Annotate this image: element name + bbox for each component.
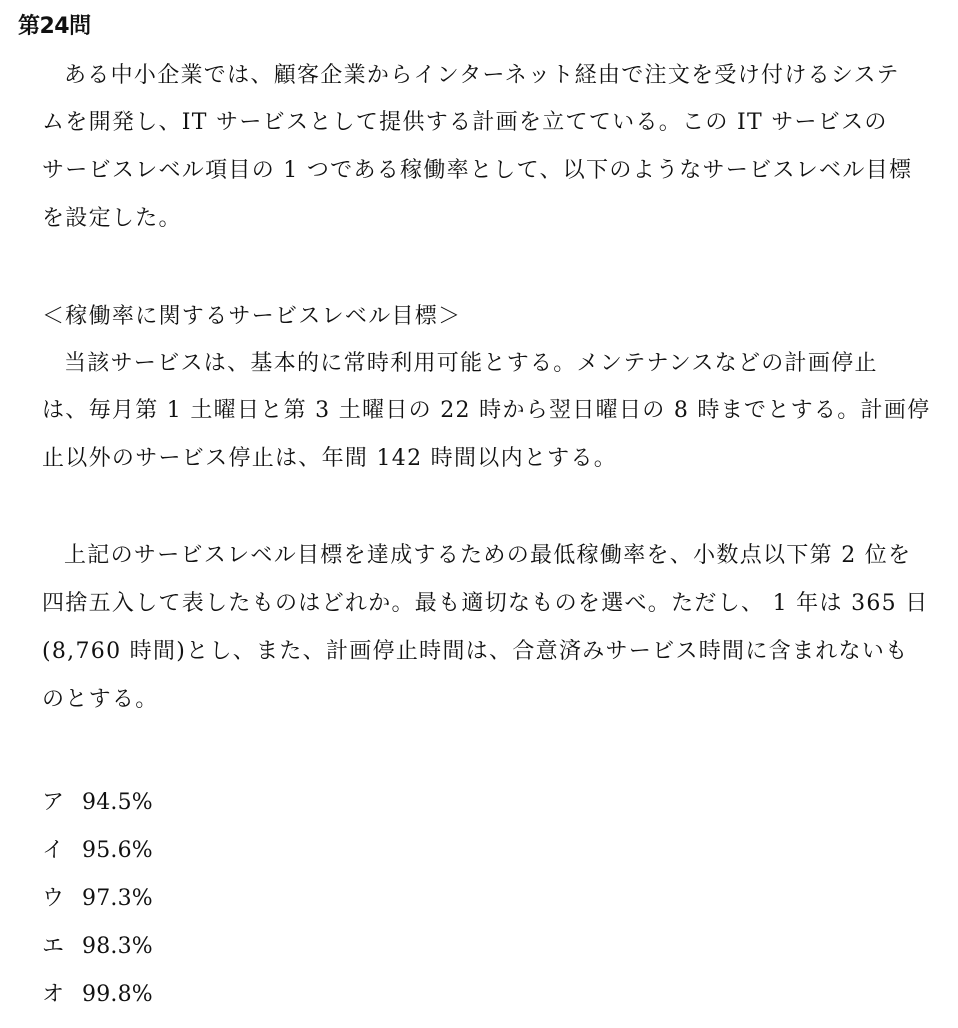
choice-label: ア (42, 790, 65, 815)
intro-line: ある中小企業では、顧客企業からインターネット経由で注文を受け付けるシステ (64, 63, 900, 88)
service-level-target-heading: ＜稼働率に関するサービスレベル目標＞ (42, 304, 462, 329)
choice-label: オ (42, 982, 65, 1007)
service-level-target-line: 止以外のサービス停止は、年間 142 時間以内とする。 (42, 446, 618, 471)
choice-i[interactable] (42, 836, 292, 884)
service-level-target-line: は、毎月第 1 土曜日と第 3 土曜日の 22 時から翌日曜日の 8 時までとする。計画停 (42, 398, 931, 423)
question-number: 第24問 (18, 14, 91, 39)
service-level-target-line: 当該サービスは、基本的に常時利用可能とする。メンテナンスなどの計画停止 (64, 351, 878, 376)
choice-label: エ (42, 934, 65, 959)
choice-value: 94.5% (82, 790, 153, 815)
choice-o[interactable] (42, 980, 292, 1028)
choice-a[interactable] (42, 788, 292, 836)
question-line: (8,760 時間)とし、また、計画停止時間は、合意済みサービス時間に含まれないも (42, 639, 909, 664)
choice-label: イ (42, 838, 65, 863)
intro-line: ムを開発し、IT サービスとして提供する計画を立てている。この IT サービスの (42, 110, 888, 135)
choice-u[interactable] (42, 884, 292, 932)
intro-line: を設定した。 (42, 206, 182, 231)
choice-label: ウ (42, 886, 65, 911)
question-line: 上記のサービスレベル目標を達成するための最低稼働率を、小数点以下第 2 位を (64, 543, 912, 568)
choice-value: 99.8% (82, 982, 153, 1007)
choice-value: 97.3% (82, 886, 153, 911)
answer-choices (42, 788, 292, 1028)
question-line: のとする。 (42, 687, 159, 712)
choice-e[interactable] (42, 932, 292, 980)
intro-line: サービスレベル項目の 1 つである稼働率として、以下のようなサービスレベル目標 (42, 158, 913, 183)
choice-value: 98.3% (82, 934, 153, 959)
choice-value: 95.6% (82, 838, 153, 863)
question-line: 四捨五入して表したものはどれか。最も適切なものを選べ。ただし、 1 年は 365 日 (42, 591, 929, 616)
